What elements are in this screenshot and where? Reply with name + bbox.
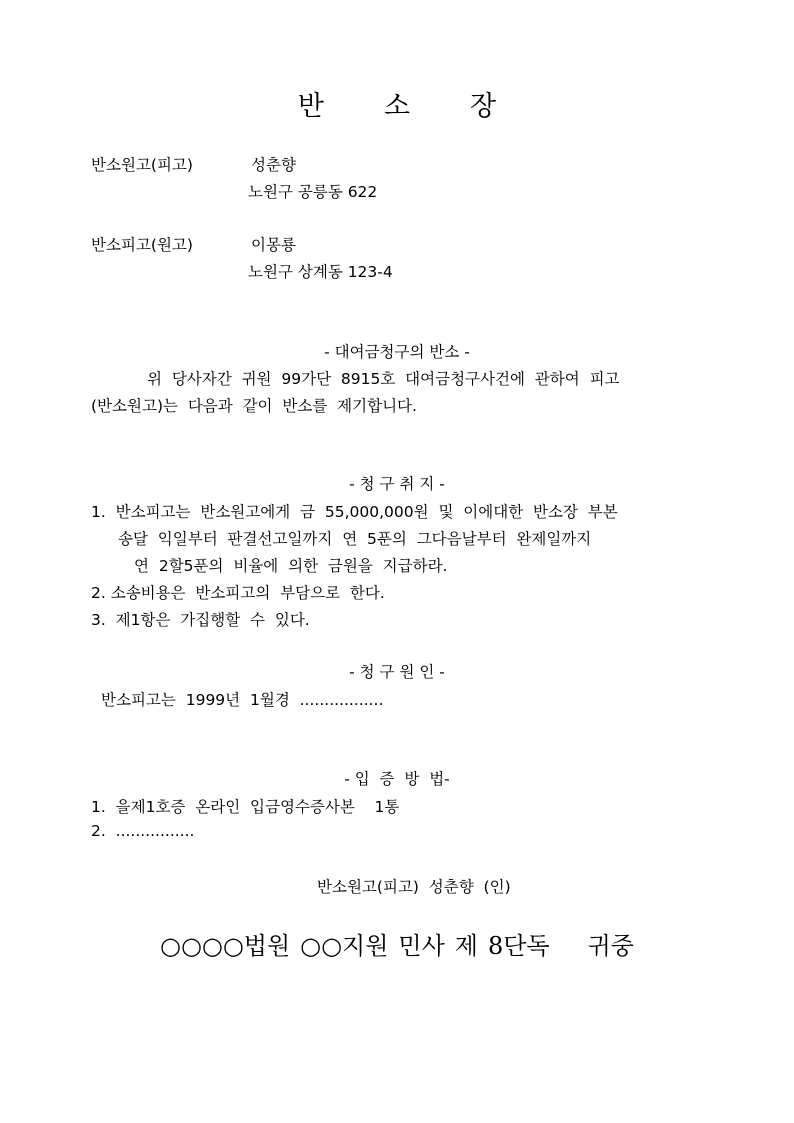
title-char: 소: [383, 91, 411, 122]
claim-text-line: 위 당사자간 귀원 99가단 8915호 대여금청구사건에 관하여 피고: [147, 370, 620, 388]
evidence-heading: - 입 증 방 법-: [344, 770, 450, 788]
court-ordinal: 제: [454, 932, 478, 960]
purpose-item: 2. 소송비용은 반소피고의 부담으로 한다.: [91, 584, 385, 602]
court-salutation: 귀중: [587, 932, 634, 960]
defendant-address: 노원구 상계동 123-4: [248, 263, 393, 281]
signature-line: 반소원고(피고) 성춘향 (인): [317, 878, 511, 896]
title-char: 반: [297, 91, 324, 122]
purpose-heading: - 청 구 취 지 -: [349, 475, 445, 493]
court-panel: 8단독: [487, 932, 550, 960]
evidence-item: 1. 을제1호증 온라인 입금영수증사본 1통: [91, 798, 400, 816]
title-char: 장: [470, 91, 497, 122]
cause-heading: - 청 구 원 인 -: [349, 663, 445, 681]
claim-heading: - 대여금청구의 반소 -: [324, 343, 470, 361]
plaintiff-label: 반소원고(피고): [91, 156, 193, 174]
court-division: 민사: [398, 932, 445, 960]
defendant-name: 이몽룡: [251, 236, 296, 254]
plaintiff-address: 노원구 공릉동 622: [248, 183, 378, 201]
claim-text-line: (반소원고)는 다음과 같이 반소를 제기합니다.: [91, 397, 417, 415]
defendant-label: 반소피고(원고): [91, 236, 193, 254]
plaintiff-name: 성춘향: [251, 156, 296, 174]
court-name: ○○○○법원: [160, 932, 291, 960]
evidence-item: 2. ................: [91, 822, 195, 840]
court-branch: ○○지원: [300, 932, 389, 960]
purpose-item: 3. 제1항은 가집행할 수 있다.: [91, 611, 310, 629]
purpose-item-continuation: 송달 익일부터 판결선고일까지 연 5푼의 그다음날부터 완제일까지: [118, 530, 592, 548]
cause-text: 반소피고는 1999년 1월경 .................: [101, 691, 384, 709]
purpose-item-continuation: 연 2할5푼의 비율에 의한 금원을 지급하라.: [134, 557, 448, 575]
court-addressee: [0, 926, 794, 961]
document-title: [0, 84, 794, 123]
purpose-item: 1. 반소피고는 반소원고에게 금 55,000,000원 및 이에대한 반소장 부본: [91, 503, 618, 521]
